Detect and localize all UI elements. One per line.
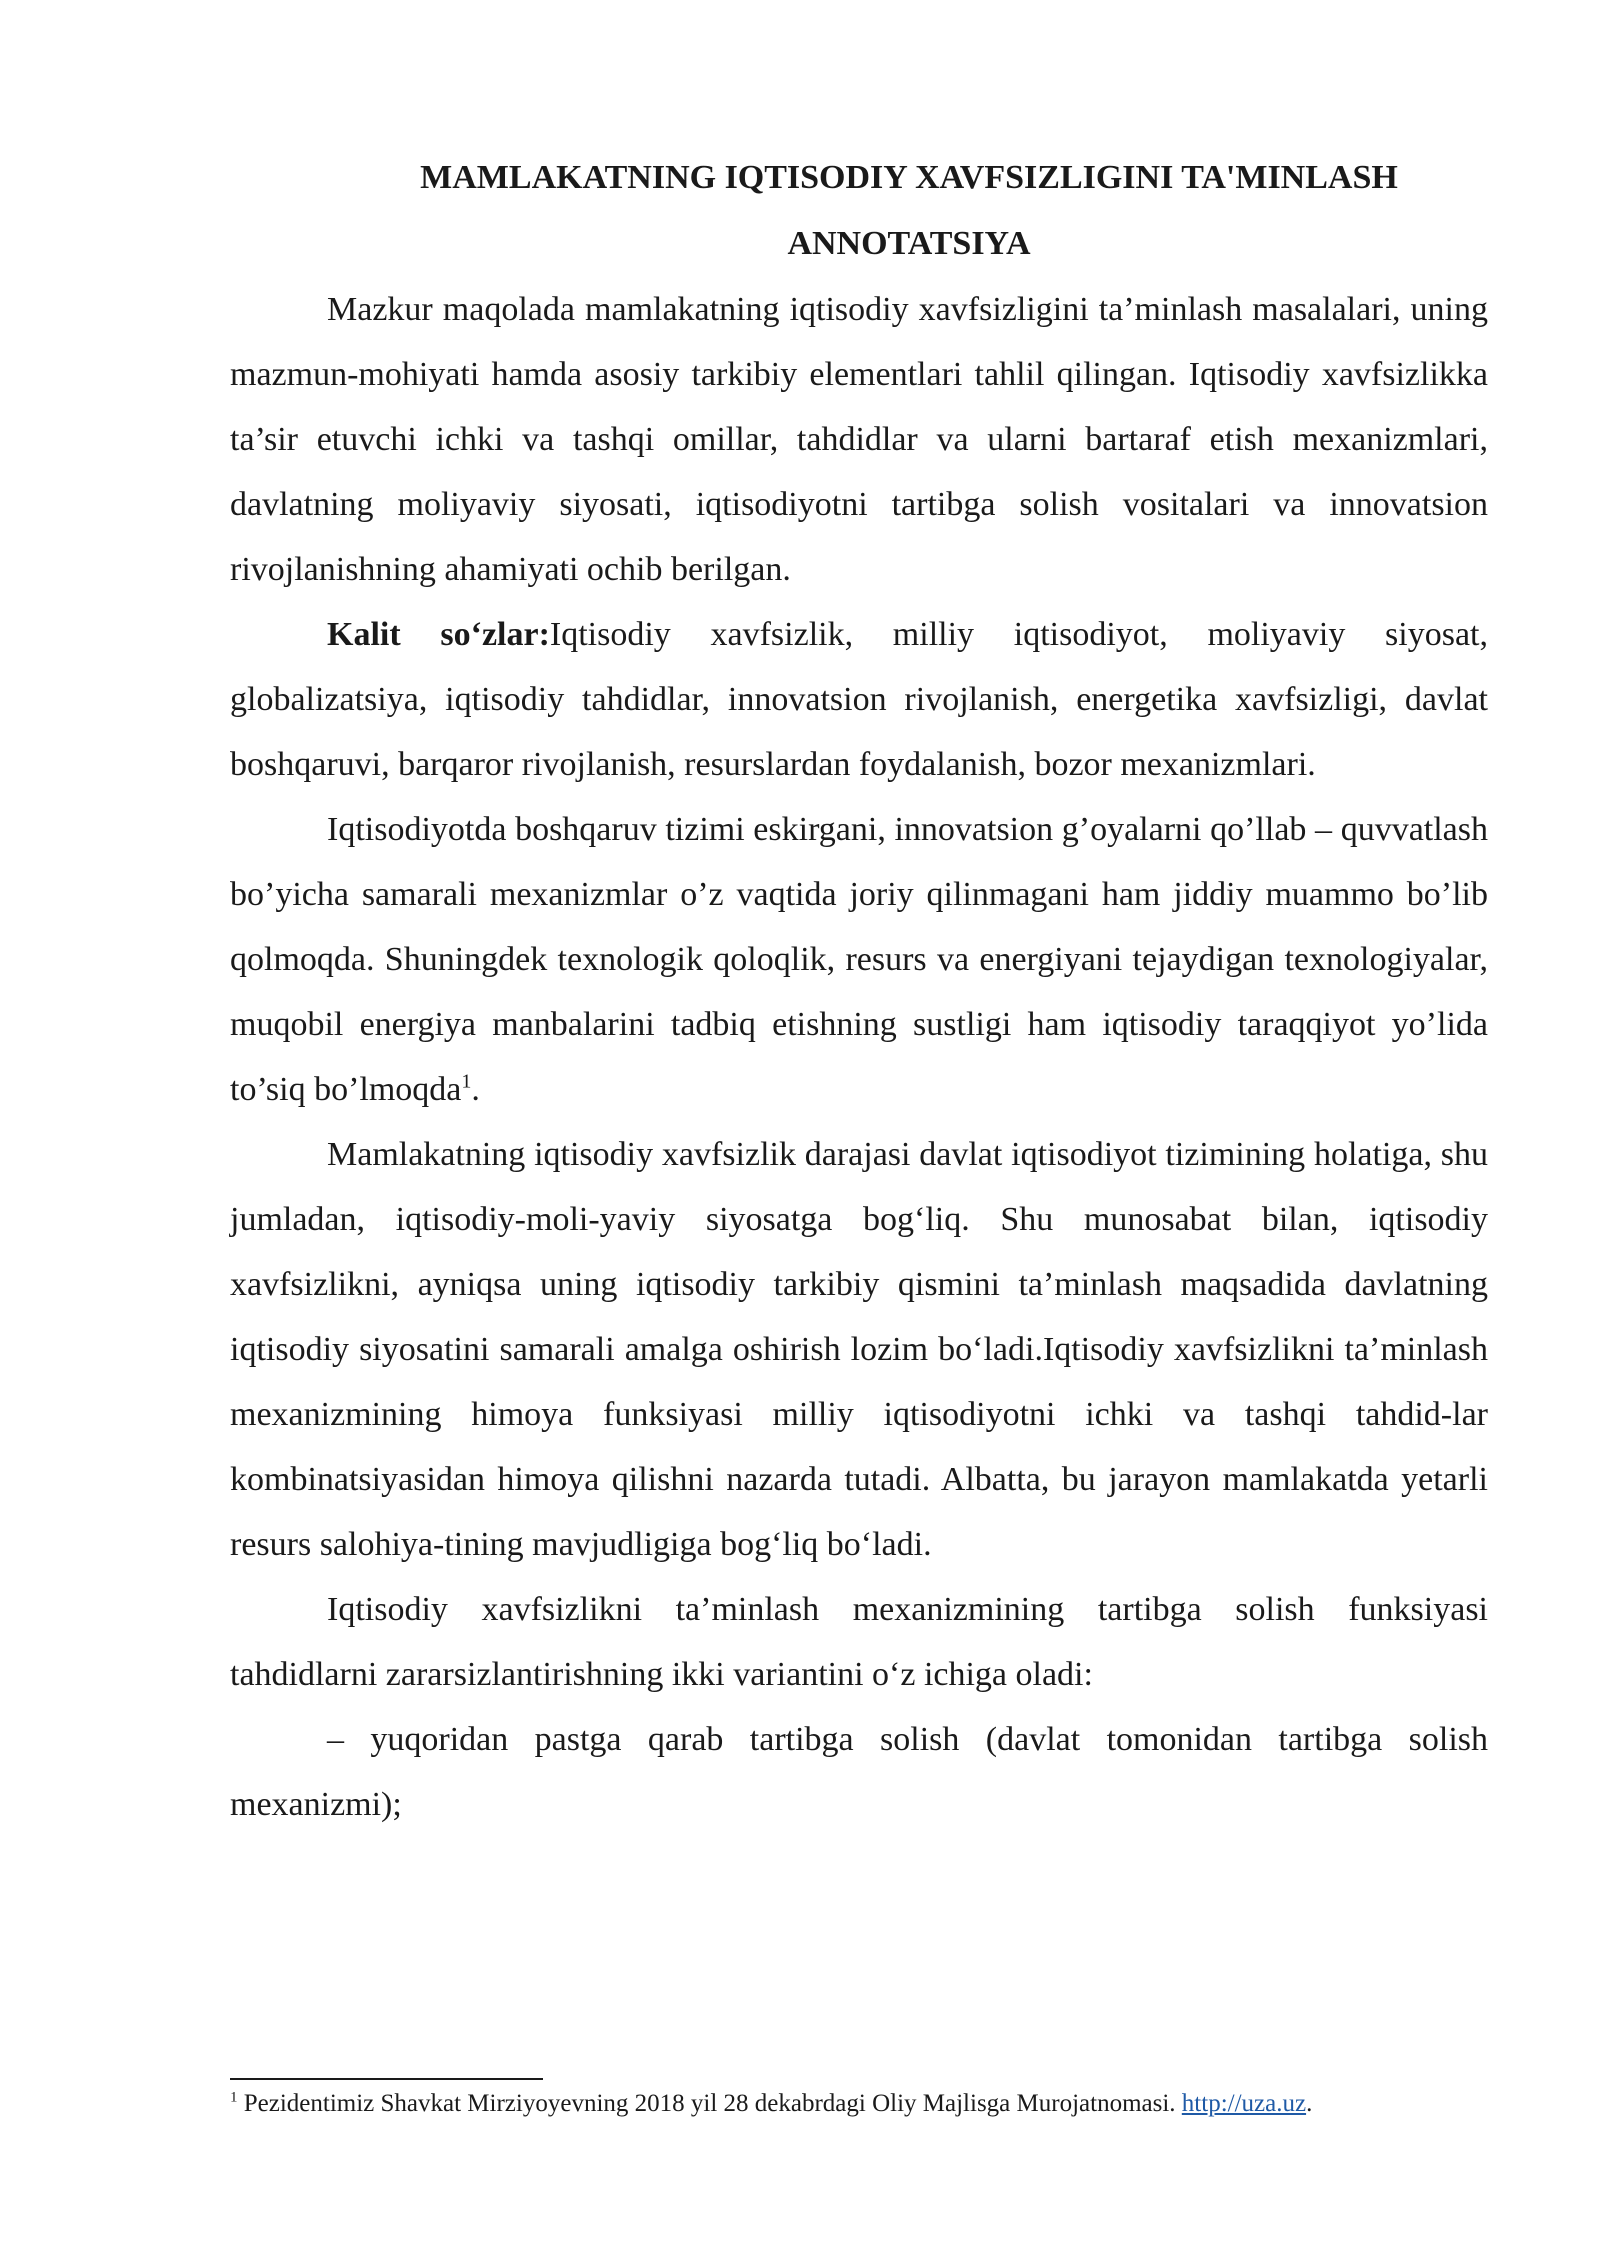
footnote-number: 1 [230,2089,238,2106]
keywords-paragraph [230,602,1488,797]
body-paragraph-1-text: Iqtisodiyotda boshqaruv tizimi eskirgani, innovatsion g’oyalarni qo’llab – quvvatlash bo’yicha samarali mexanizmlar o’z vaqtida joriy qilinmagani ham jiddiy muammo bo’lib qolmoqda. Shuningdek texnologik qoloqlik, resurs va energiyani tejaydigan texnologiyalar, muqobil energiya manbalarini tadbiq etishning sustligi ham iqtisodiy taraqqiyot yo’lida to’siq bo’lmoqda [230,811,1488,1108]
body-paragraph-1-end: . [471,1071,480,1108]
body-paragraph-3: Iqtisodiy xavfsizlikni ta’minlash mexanizmining tartibga solish funksiyasi tahdidlarni zararsizlantirishning ikki variantini o‘z ichiga oladi: [230,1591,1488,1693]
keywords-text: Iqtisodiy xavfsizlik, milliy iqtisodiyot, moliyaviy siyosat, globalizatsiya, iqtisodiy tahdidlar, innovatsion rivojlanish, energetika xavfsizligi, davlat boshqaruvi, barqaror rivojlanish, resurslardan foydalanish, bozor mexanizmlari. [230,616,1488,783]
keywords-label: Kalit so‘zlar: [327,616,550,653]
list-item-regulation: – yuqoridan pastga qarab tartibga solish (davlat tomonidan tartibga solish mexanizmi); [230,1721,1488,1823]
body-paragraph-1 [230,797,1488,1122]
document-title: MAMLAKATNING IQTISODIY XAVFSIZLIGINI TA'MINLASH [420,159,1398,196]
footnote-reference[interactable]: 1 [461,1070,472,1093]
footnote-end: . [1306,2090,1313,2117]
annotation-heading: ANNOTATSIYA [787,225,1031,262]
abstract-paragraph: Mazkur maqolada mamlakatning iqtisodiy xavfsizligini ta’minlash masalalari, uning mazmun-mohiyati hamda asosiy tarkibiy elementlari tahlil qilingan. Iqtisodiy xavfsizlikka ta’sir etuvchi ichki va tashqi omillar, tahdidlar va ularni bartaraf etish mexanizmlari, davlatning moliyaviy siyosati, iqtisodiyotni tartibga solish vositalari va innovatsion rivojlanishning ahamiyati ochib berilgan. [230,291,1488,588]
footnote [230,2085,1530,2123]
body-paragraph-2: Mamlakatning iqtisodiy xavfsizlik darajasi davlat iqtisodiyot tizimining holatiga, shu jumladan, iqtisodiy-moli-yaviy siyosatga bog‘liq. Shu munosabat bilan, iqtisodiy xavfsizlikni, ayniqsa uning iqtisodiy tarkibiy qismini ta’minlash maqsadida davlatning iqtisodiy siyosatini samarali amalga oshirish lozim bo‘ladi.Iqtisodiy xavfsizlikni ta’minlash mexanizmining himoya funksiyasi milliy iqtisodiyotni ichki va tashqi tahdid-lar kombinatsiyasidan himoya qilishni nazarda tutadi. Albatta, bu jarayon mamlakatda yetarli resurs salohiya-tining mavjudligiga bog‘liq bo‘ladi. [230,1136,1488,1563]
footnote-link[interactable]: http://uza.uz [1181,2090,1307,2117]
document-body [230,145,1488,1837]
footnote-separator [230,2078,543,2080]
footnote-text: Pezidentimiz Shavkat Mirziyoyevning 2018 yil 28 dekabrdagi Oliy Majlisga Murojatnomasi. [237,2090,1182,2117]
